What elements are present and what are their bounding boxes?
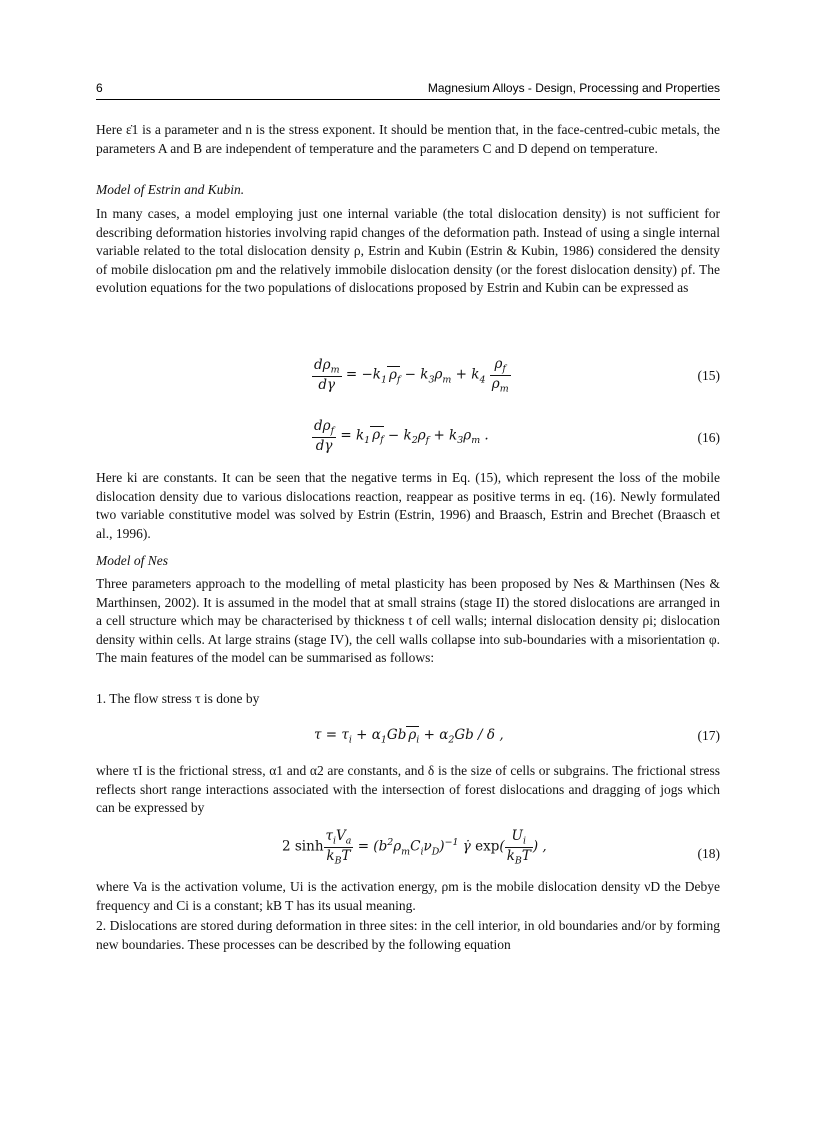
equation-16-body: $\frac{d\rho_f}{d\gamma}$ = $k_1$ $\rho_f - k_2\rho_f + k_3\rho_m$ . — [314, 418, 489, 454]
paragraph-intro: Here ε̇1 is a parameter and n is the stress exponent. It should be mention that, in the face-centred-cubic metals, the parameters A and B are independent of temperature and the parameters C and D depend on temperature. — [96, 122, 720, 156]
equation-16-number: (16) — [697, 430, 720, 445]
page-header — [96, 81, 720, 100]
paragraph-nes: Three parameters approach to the modelling of metal plasticity has been proposed by Nes & Marthinsen (Nes & Marthinsen, 2002). It is assumed in the model that at small strains (stage II) the stored dislocations are arranged in a cell structure which may be characterised by thickness t of cell walls; internal dislocation density ρi; dislocation density within cells. At large strains (stage IV), the cell walls collapse into sub-boundaries with a misorientation φ. The main features of the model can be summarised as follows: — [96, 576, 720, 666]
page-number: 6 — [96, 81, 103, 95]
equation-15 — [96, 356, 720, 404]
heading-estrin-kubin: Model of Estrin and Kubin. — [96, 182, 245, 197]
equation-15-body: $\frac{d\rho_m}{d\gamma}$ = $-k_1$ $\rho_f - k_3\rho_m + k_4$ $\frac{\rho_f}{\rho_m}$ — [314, 356, 509, 395]
paragraph-frictional: where τI is the frictional stress, α1 and α2 are constants, and δ is the size of cells or subgrains. The frictional stress reflects short range interactions associated with the intersection of forest dislocations and dragging of jogs which can be expressed by — [96, 763, 720, 816]
list-item-2: 2. Dislocations are stored during deformation in three sites: in the cell interior, in old boundaries and/or by forming new boundaries. These processes can be described by the following equation — [96, 918, 720, 952]
equation-18 — [96, 828, 720, 876]
paragraph-constants: Here ki are constants. It can be seen that the negative terms in Eq. (15), which represent the loss of the mobile dislocation density due to various dislocations reaction, reappear as positive terms in eq. (16). Newly formulated two variable constitutive model was solved by Estrin (Estrin, 1996) and Braasch, Estrin and Brechet (Braasch et al., 1996). — [96, 470, 720, 541]
equation-17 — [96, 722, 720, 750]
paragraph-activation: where Va is the activation volume, Ui is the activation energy, ρm is the mobile dislocation density νD the Debye frequency and Ci is a constant; kB T has its usual meaning. — [96, 879, 720, 913]
equation-15-number: (15) — [697, 368, 720, 383]
equation-16 — [96, 418, 720, 466]
equation-17-number: (17) — [697, 728, 720, 743]
equation-18-number: (18) — [697, 846, 720, 861]
equation-17-body: $\tau = \tau_i + \alpha_1Gb$ $\rho_i + \alpha_2Gb / \delta$ , — [314, 727, 504, 746]
running-title: Magnesium Alloys - Design, Processing and Properties — [427, 81, 720, 95]
equation-18-body: 2 sinh $\frac{\tau_iV_a}{k_BT}$ = $(b^2\rho_mC_i\nu_D)^{-1}$ γ̇ exp( $\frac{U_i}{k_BT}$ ) , — [282, 828, 547, 867]
heading-nes: Model of Nes — [96, 553, 168, 568]
paragraph-estrin-kubin: In many cases, a model employing just one internal variable (the total dislocation density) is not sufficient for describing deformation histories involving rapid changes of the deformation path. Instead of using a single internal variable related to the total dislocation density ρ, Estrin and Kubin (Estrin & Kubin, 1986) considered the density of mobile dislocation ρm and the relatively immobile dislocation density (or the forest dislocation density) ρf. The evolution equations for the two populations of dislocations proposed by Estrin and Kubin can be expressed as — [96, 206, 720, 296]
list-item-1: 1. The flow stress τ is done by — [96, 691, 260, 706]
